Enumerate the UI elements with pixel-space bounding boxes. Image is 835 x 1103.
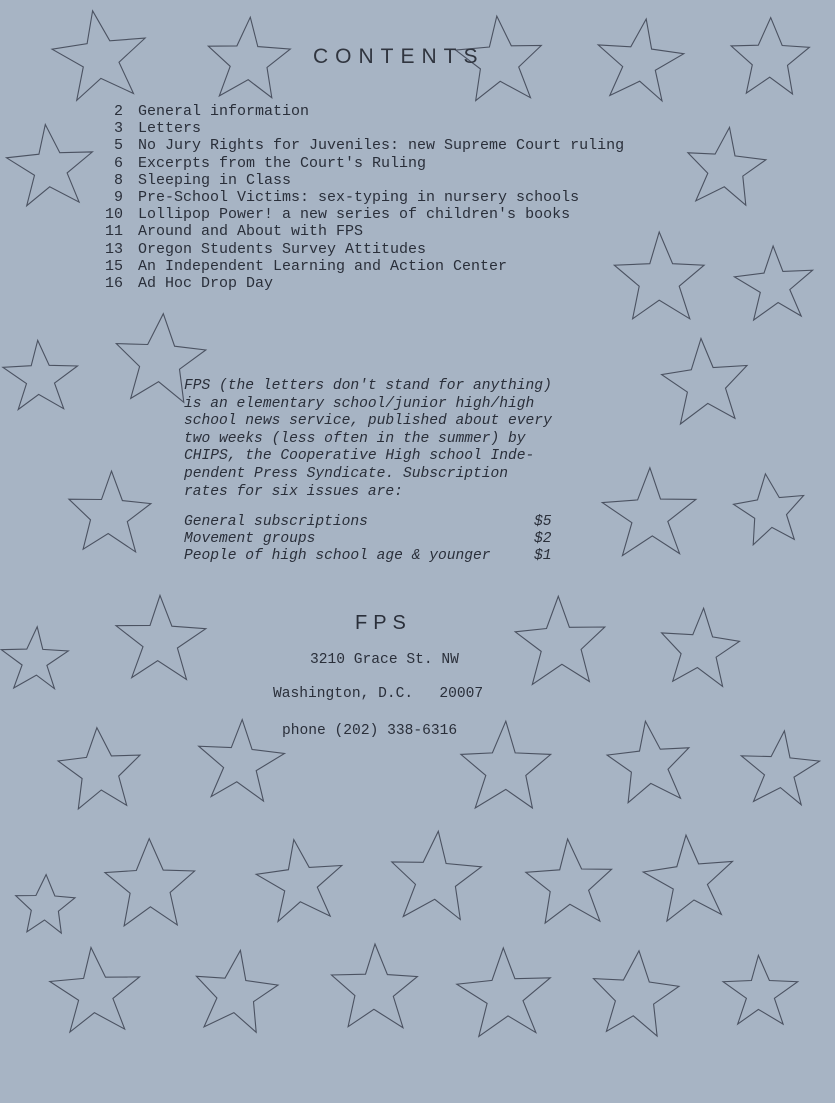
toc-title: An Independent Learning and Action Center <box>138 257 508 275</box>
star-outline <box>3 340 78 409</box>
star-outline <box>741 731 819 805</box>
rate-label: General subscriptions <box>184 514 368 530</box>
toc-page-number: 3 <box>113 120 123 138</box>
toc-title: Excerpts from the Court's Ruling <box>138 154 427 172</box>
toc-page-number: 13 <box>104 240 123 258</box>
star-outline <box>688 127 766 205</box>
star-outline <box>734 474 804 545</box>
star-outline <box>116 595 206 679</box>
org-city: Washington, D.C. 20007 <box>273 686 484 702</box>
rate-row <box>184 531 574 548</box>
toc-page-number: 2 <box>113 103 123 120</box>
star-outline <box>199 720 285 802</box>
about-fps-paragraph: FPS (the letters don't stand for anything) is an elementary school/junior high/high school news service, published about every two weeks (less often in the summer) by CHIPS, the Cooperative High school Inde- pendent Press Syndicate. Subscription rates for six issues are: <box>184 378 552 500</box>
star-outline <box>734 246 812 320</box>
toc-page-number: 6 <box>113 154 123 172</box>
star-outline <box>50 948 140 1033</box>
star-outline <box>602 468 696 556</box>
rate-row <box>184 514 574 531</box>
star-outline <box>723 955 798 1024</box>
star-outline <box>196 950 278 1032</box>
star-outline <box>457 948 551 1037</box>
org-phone: phone (202) 338-6316 <box>282 723 458 739</box>
star-outline <box>256 840 342 922</box>
star-outline <box>643 835 732 921</box>
star-outline <box>526 839 612 923</box>
star-outline <box>515 596 605 684</box>
toc-entry <box>75 206 624 223</box>
toc-entry <box>75 223 624 240</box>
star-outline <box>662 339 747 425</box>
rate-label: People of high school age & younger <box>184 548 491 564</box>
toc-page-number: 16 <box>104 274 123 292</box>
star-outline <box>52 11 145 101</box>
toc-page-number: 15 <box>104 257 123 275</box>
org-street: 3210 Grace St. NW <box>310 652 459 668</box>
star-outline <box>69 471 151 552</box>
toc-title: Pre-School Victims: sex-typing in nursery schools <box>138 188 580 206</box>
star-outline <box>58 728 140 809</box>
toc-title: Ad Hoc Drop Day <box>138 274 274 292</box>
toc-entry <box>75 137 624 154</box>
star-outline <box>332 944 418 1028</box>
toc-page-number: 8 <box>113 171 123 189</box>
contents-heading: CONTENTS <box>313 45 485 68</box>
rate-price: $2 <box>534 531 552 547</box>
toc-title: Oregon Students Survey Attitudes <box>138 240 427 258</box>
rate-label: Movement groups <box>184 531 316 547</box>
toc-page-number: 9 <box>113 188 123 206</box>
toc-entry <box>75 103 624 120</box>
star-outline <box>662 608 740 686</box>
star-outline <box>614 232 704 319</box>
toc-page-number: 5 <box>113 137 123 155</box>
toc-title: Letters <box>138 120 202 138</box>
toc-entry <box>75 258 624 275</box>
toc-entry <box>75 241 624 258</box>
table-of-contents <box>75 103 624 292</box>
subscription-rates <box>184 514 574 565</box>
toc-title: Lollipop Power! a new series of children's books <box>138 206 571 224</box>
toc-page-number: 10 <box>104 206 123 224</box>
toc-entry <box>75 189 624 206</box>
toc-title: Around and About with FPS <box>138 223 364 241</box>
org-name: FPS <box>355 612 412 634</box>
toc-title: Sleeping in Class <box>138 171 292 189</box>
star-outline <box>208 17 290 98</box>
star-outline <box>392 831 482 919</box>
star-outline <box>1 627 68 689</box>
rate-price: $5 <box>534 514 552 530</box>
toc-entry <box>75 275 624 292</box>
toc-page-number: 11 <box>104 223 123 241</box>
toc-entry <box>75 172 624 189</box>
toc-title: No Jury Rights for Juveniles: new Supreme Court ruling <box>138 137 625 155</box>
star-outline <box>598 19 684 101</box>
rate-price: $1 <box>534 548 552 564</box>
star-outline <box>105 839 195 926</box>
toc-entry <box>75 120 624 137</box>
rate-row <box>184 548 574 565</box>
toc-entry <box>75 155 624 172</box>
toc-title: General information <box>138 103 310 120</box>
star-outline <box>607 721 689 803</box>
star-outline <box>731 18 809 94</box>
star-outline <box>16 875 75 934</box>
star-outline <box>461 721 551 808</box>
star-outline <box>594 951 680 1036</box>
